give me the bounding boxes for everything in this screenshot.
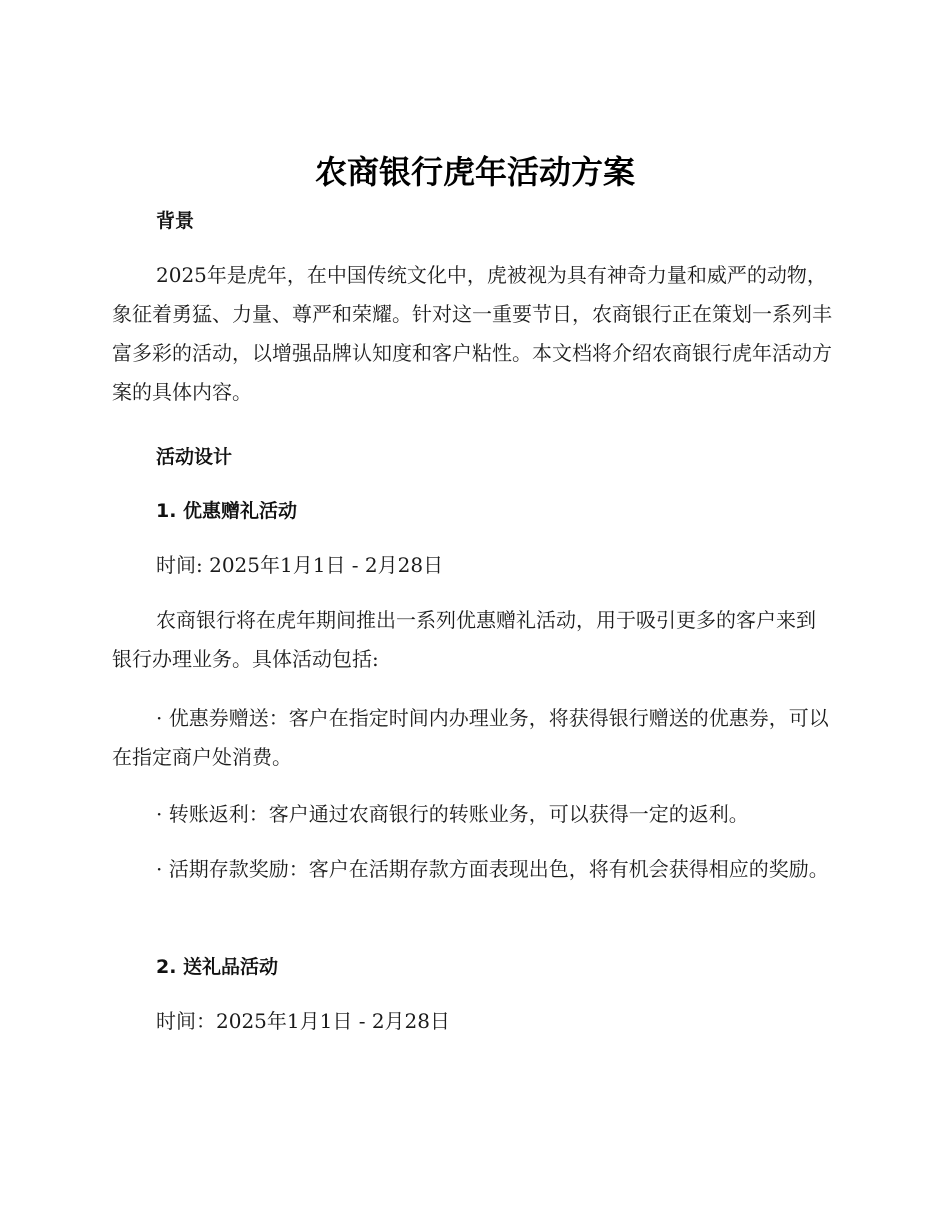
section-heading-background: 背景 <box>156 210 195 232</box>
activity1-time: 时间: 2025年1月1日 - 2月28日 <box>156 553 444 577</box>
activity1-bullet-deposit-reward: · 活期存款奖励：客户在活期存款方面表现出色，将有机会获得相应的奖励。 <box>156 857 829 881</box>
section-heading-activity-design: 活动设计 <box>156 446 233 468</box>
activity1-bullet-transfer-rebate: · 转账返利：客户通过农商银行的转账业务，可以获得一定的返利。 <box>156 802 749 826</box>
activity2-time: 时间：2025年1月1日 - 2月28日 <box>156 1009 450 1033</box>
background-paragraph: 2025年是虎年，在中国传统文化中，虎被视为具有神奇力量和威严的动物，象征着勇猛、力量、尊严和荣耀。针对这一重要节日，农商银行正在策划一系列丰富多彩的活动，以增强品牌认知度和客户粘性。本文档将介绍农商银行虎年活动方案的具体内容。 <box>112 263 832 404</box>
activity2-heading: 2. 送礼品活动 <box>156 956 279 978</box>
document-title: 农商银行虎年活动方案 <box>314 153 635 191</box>
activity1-heading: 1. 优惠赠礼活动 <box>156 500 298 522</box>
activity1-intro-paragraph: 农商银行将在虎年期间推出一系列优惠赠礼活动，用于吸引更多的客户来到银行办理业务。具体活动包括: <box>112 608 816 671</box>
activity1-bullet-coupons: · 优惠券赠送：客户在指定时间内办理业务，将获得银行赠送的优惠券，可以在指定商户处消费。 <box>112 706 829 769</box>
